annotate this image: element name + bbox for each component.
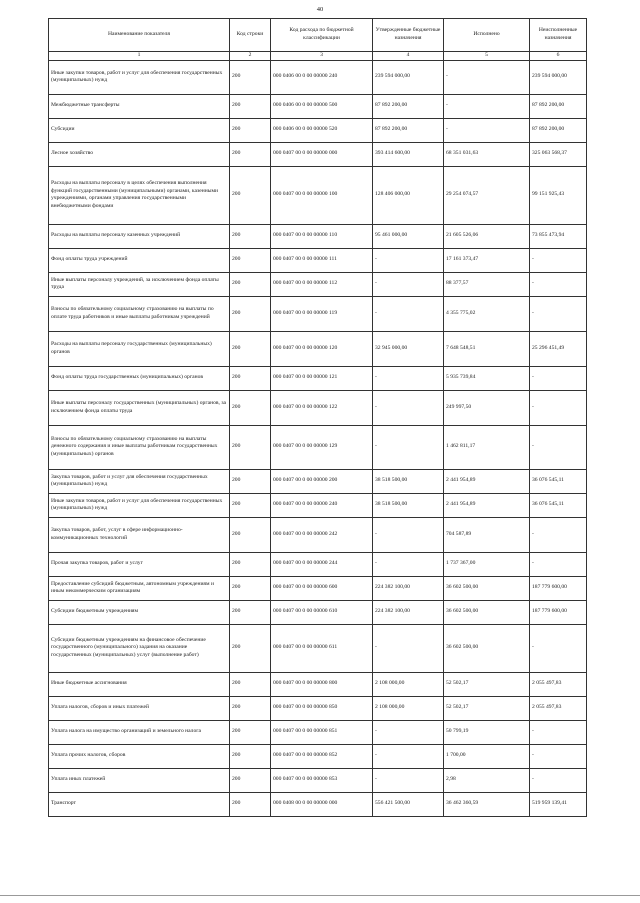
cell-executed: 52 502,17 xyxy=(444,696,530,720)
cell-code: 000 0407 00 0 00 00000 000 xyxy=(271,142,373,166)
cell-line: 200 xyxy=(230,296,271,331)
table-row xyxy=(49,224,587,248)
cell-approved: 95 461 000,00 xyxy=(373,224,444,248)
cell-executed: 249 997,50 xyxy=(444,390,530,425)
cell-executed: 21 605 526,06 xyxy=(444,224,530,248)
cell-code: 000 0407 00 0 00 00000 610 xyxy=(271,600,373,624)
cell-name: Предоставление субсидий бюджетным, автономным учреждениям и иным некоммерческим организациям xyxy=(49,576,230,600)
table-row xyxy=(49,296,587,331)
cell-unexecuted: 25 296 451,49 xyxy=(530,331,587,366)
cell-code: 000 0406 00 0 00 00000 520 xyxy=(271,118,373,142)
cell-line: 200 xyxy=(230,390,271,425)
cell-code: 000 0407 00 0 00 00000 129 xyxy=(271,425,373,469)
column-number-row xyxy=(49,52,587,61)
cell-code: 000 0407 00 0 00 00000 112 xyxy=(271,272,373,296)
cell-line: 200 xyxy=(230,696,271,720)
cell-unexecuted: 187 779 600,00 xyxy=(530,576,587,600)
cell-name: Транспорт xyxy=(49,792,230,816)
table-row xyxy=(49,142,587,166)
cell-name: Субсидии бюджетным учреждениям на финансовое обеспечение государственного (муниципального) задания на оказание государственных (муниципальных) услуг (выполнение работ) xyxy=(49,624,230,672)
table-row xyxy=(49,696,587,720)
cell-name: Уплата прочих налогов, сборов xyxy=(49,744,230,768)
cell-unexecuted: - xyxy=(530,248,587,272)
cell-unexecuted: 36 076 545,11 xyxy=(530,469,587,493)
cell-executed: 2 441 954,89 xyxy=(444,493,530,517)
table-row xyxy=(49,390,587,425)
cell-executed: 704 587,89 xyxy=(444,517,530,552)
table-row xyxy=(49,744,587,768)
cell-line: 200 xyxy=(230,469,271,493)
cell-unexecuted: - xyxy=(530,272,587,296)
cell-code: 000 0406 00 0 00 00000 500 xyxy=(271,94,373,118)
table-row xyxy=(49,493,587,517)
cell-name: Закупка товаров, работ, услуг в сфере информационно-коммуникационных технологий xyxy=(49,517,230,552)
cell-name: Межбюджетные трансферты xyxy=(49,94,230,118)
cell-approved: - xyxy=(373,425,444,469)
cell-line: 200 xyxy=(230,60,271,94)
column-header: Исполнено xyxy=(444,19,530,52)
cell-line: 200 xyxy=(230,224,271,248)
cell-executed: 36 602 500,00 xyxy=(444,576,530,600)
cell-unexecuted: - xyxy=(530,624,587,672)
cell-unexecuted: - xyxy=(530,366,587,390)
cell-line: 200 xyxy=(230,624,271,672)
cell-approved: 239 594 000,00 xyxy=(373,60,444,94)
cell-unexecuted: - xyxy=(530,744,587,768)
cell-executed: - xyxy=(444,118,530,142)
cell-unexecuted: - xyxy=(530,768,587,792)
cell-code: 000 0407 00 0 00 00000 611 xyxy=(271,624,373,672)
cell-code: 000 0407 00 0 00 00000 244 xyxy=(271,552,373,576)
budget-execution-table xyxy=(48,18,587,817)
column-number: 2 xyxy=(230,52,271,61)
cell-approved: 32 945 000,00 xyxy=(373,331,444,366)
cell-approved: 128 406 000,00 xyxy=(373,166,444,224)
cell-approved: - xyxy=(373,517,444,552)
cell-line: 200 xyxy=(230,331,271,366)
cell-executed: 68 351 031,63 xyxy=(444,142,530,166)
table-header-row xyxy=(49,19,587,52)
cell-approved: - xyxy=(373,366,444,390)
cell-executed: 29 254 074,57 xyxy=(444,166,530,224)
column-header: Код строки xyxy=(230,19,271,52)
cell-code: 000 0407 00 0 00 00000 100 xyxy=(271,166,373,224)
cell-executed: 2 441 954,89 xyxy=(444,469,530,493)
cell-line: 200 xyxy=(230,272,271,296)
cell-line: 200 xyxy=(230,792,271,816)
cell-name: Иные закупки товаров, работ и услуг для обеспечения государственных (муниципальных) нужд xyxy=(49,493,230,517)
cell-name: Уплата налога на имущество организаций и земельного налога xyxy=(49,720,230,744)
cell-approved: - xyxy=(373,248,444,272)
cell-unexecuted: 2 055 497,83 xyxy=(530,696,587,720)
cell-approved: - xyxy=(373,624,444,672)
cell-approved: 38 518 500,00 xyxy=(373,493,444,517)
cell-name: Иные закупки товаров, работ и услуг для обеспечения государственных (муниципальных) нужд xyxy=(49,60,230,94)
table-row xyxy=(49,366,587,390)
cell-line: 200 xyxy=(230,425,271,469)
table-row xyxy=(49,469,587,493)
cell-line: 200 xyxy=(230,94,271,118)
cell-code: 000 0407 00 0 00 00000 200 xyxy=(271,469,373,493)
column-number: 6 xyxy=(530,52,587,61)
cell-unexecuted: 87 892 200,00 xyxy=(530,118,587,142)
cell-name: Закупка товаров, работ и услуг для обеспечения государственных (муниципальных) нужд xyxy=(49,469,230,493)
cell-unexecuted: 325 063 568,37 xyxy=(530,142,587,166)
cell-name: Уплата иных платежей xyxy=(49,768,230,792)
column-header: Код расхода по бюджетной классификации xyxy=(271,19,373,52)
cell-executed: 36 462 360,59 xyxy=(444,792,530,816)
cell-approved: 2 108 000,00 xyxy=(373,672,444,696)
cell-executed: 2,98 xyxy=(444,768,530,792)
cell-unexecuted: 519 959 139,41 xyxy=(530,792,587,816)
cell-executed: 88 377,57 xyxy=(444,272,530,296)
cell-name: Взносы по обязательному социальному страхованию на выплаты по оплате труда работников и иные выплаты работникам учреждений xyxy=(49,296,230,331)
cell-unexecuted: 239 594 000,00 xyxy=(530,60,587,94)
cell-code: 000 0407 00 0 00 00000 121 xyxy=(271,366,373,390)
cell-code: 000 0407 00 0 00 00000 600 xyxy=(271,576,373,600)
table-row xyxy=(49,768,587,792)
cell-name: Расходы на выплаты персоналу государственных (муниципальных) органов xyxy=(49,331,230,366)
cell-unexecuted: 87 892 200,00 xyxy=(530,94,587,118)
cell-name: Фонд оплаты труда государственных (муниципальных) органов xyxy=(49,366,230,390)
cell-executed: - xyxy=(444,94,530,118)
cell-line: 200 xyxy=(230,552,271,576)
cell-name: Взносы по обязательному социальному страхованию на выплаты денежного содержания и иные выплаты работникам государственных (муниципальных) органов xyxy=(49,425,230,469)
cell-code: 000 0407 00 0 00 00000 120 xyxy=(271,331,373,366)
cell-executed: 52 502,17 xyxy=(444,672,530,696)
cell-line: 200 xyxy=(230,493,271,517)
cell-code: 000 0408 00 0 00 00000 000 xyxy=(271,792,373,816)
column-header: Утвержденные бюджетные назначения xyxy=(373,19,444,52)
cell-line: 200 xyxy=(230,166,271,224)
column-number: 4 xyxy=(373,52,444,61)
cell-line: 200 xyxy=(230,744,271,768)
table-row xyxy=(49,552,587,576)
cell-approved: 2 108 000,00 xyxy=(373,696,444,720)
cell-name: Лесное хозяйство xyxy=(49,142,230,166)
cell-unexecuted: 73 855 473,94 xyxy=(530,224,587,248)
column-number: 1 xyxy=(49,52,230,61)
cell-code: 000 0407 00 0 00 00000 122 xyxy=(271,390,373,425)
cell-unexecuted: - xyxy=(530,390,587,425)
cell-approved: - xyxy=(373,272,444,296)
table-row xyxy=(49,60,587,94)
cell-name: Субсидии бюджетным учреждениям xyxy=(49,600,230,624)
cell-approved: - xyxy=(373,296,444,331)
column-header: Наименование показателя xyxy=(49,19,230,52)
cell-code: 000 0407 00 0 00 00000 111 xyxy=(271,248,373,272)
cell-code: 000 0406 00 0 00 00000 240 xyxy=(271,60,373,94)
cell-name: Фонд оплаты труда учреждений xyxy=(49,248,230,272)
table-row xyxy=(49,94,587,118)
cell-code: 000 0407 00 0 00 00000 240 xyxy=(271,493,373,517)
table-row xyxy=(49,792,587,816)
cell-code: 000 0407 00 0 00 00000 800 xyxy=(271,672,373,696)
cell-unexecuted: 36 076 545,11 xyxy=(530,493,587,517)
table-row xyxy=(49,166,587,224)
cell-unexecuted: - xyxy=(530,425,587,469)
table-row xyxy=(49,248,587,272)
cell-executed: 36 602 500,00 xyxy=(444,600,530,624)
cell-approved: 224 382 100,00 xyxy=(373,600,444,624)
table-row xyxy=(49,576,587,600)
cell-approved: - xyxy=(373,744,444,768)
page-number: 40 xyxy=(316,6,324,13)
cell-executed: 1 737 367,00 xyxy=(444,552,530,576)
cell-approved: 87 892 200,00 xyxy=(373,118,444,142)
cell-code: 000 0407 00 0 00 00000 853 xyxy=(271,768,373,792)
cell-approved: - xyxy=(373,390,444,425)
cell-line: 200 xyxy=(230,142,271,166)
cell-approved: 556 421 500,00 xyxy=(373,792,444,816)
cell-line: 200 xyxy=(230,118,271,142)
cell-line: 200 xyxy=(230,366,271,390)
cell-line: 200 xyxy=(230,768,271,792)
cell-executed: 1 700,00 xyxy=(444,744,530,768)
column-number: 5 xyxy=(444,52,530,61)
column-number: 3 xyxy=(271,52,373,61)
cell-executed: 36 602 500,00 xyxy=(444,624,530,672)
table-row xyxy=(49,720,587,744)
cell-executed: 1 462 811,17 xyxy=(444,425,530,469)
table-row xyxy=(49,425,587,469)
cell-approved: 393 414 600,00 xyxy=(373,142,444,166)
cell-approved: - xyxy=(373,720,444,744)
cell-unexecuted: - xyxy=(530,296,587,331)
cell-approved: - xyxy=(373,768,444,792)
table-row xyxy=(49,331,587,366)
cell-approved: - xyxy=(373,552,444,576)
cell-code: 000 0407 00 0 00 00000 852 xyxy=(271,744,373,768)
cell-line: 200 xyxy=(230,576,271,600)
table-row xyxy=(49,272,587,296)
table-row xyxy=(49,600,587,624)
cell-executed: 7 648 548,51 xyxy=(444,331,530,366)
cell-code: 000 0407 00 0 00 00000 119 xyxy=(271,296,373,331)
cell-unexecuted: 99 151 925,43 xyxy=(530,166,587,224)
cell-unexecuted: - xyxy=(530,720,587,744)
cell-code: 000 0407 00 0 00 00000 242 xyxy=(271,517,373,552)
cell-name: Субсидии xyxy=(49,118,230,142)
cell-unexecuted: 2 055 497,83 xyxy=(530,672,587,696)
cell-unexecuted: 187 779 600,00 xyxy=(530,600,587,624)
cell-code: 000 0407 00 0 00 00000 851 xyxy=(271,720,373,744)
cell-approved: 38 518 500,00 xyxy=(373,469,444,493)
cell-name: Расходы на выплаты персоналу в целях обеспечения выполнения функций государственными (муниципальными) органами, казенными учреждениями, органами управления государственными внебюджетными фондами xyxy=(49,166,230,224)
cell-name: Иные выплаты персоналу государственных (муниципальных) органов, за исключением фонда оплаты труда xyxy=(49,390,230,425)
column-header: Неисполненные назначения xyxy=(530,19,587,52)
cell-executed: 4 355 775,02 xyxy=(444,296,530,331)
cell-line: 200 xyxy=(230,720,271,744)
cell-unexecuted: - xyxy=(530,552,587,576)
cell-name: Расходы на выплаты персоналу казенных учреждений xyxy=(49,224,230,248)
cell-line: 200 xyxy=(230,517,271,552)
cell-name: Иные выплаты персоналу учреждений, за исключением фонда оплаты труда xyxy=(49,272,230,296)
cell-name: Иные бюджетные ассигнования xyxy=(49,672,230,696)
cell-line: 200 xyxy=(230,248,271,272)
scan-bottom-edge xyxy=(0,895,640,896)
cell-name: Уплата налогов, сборов и иных платежей xyxy=(49,696,230,720)
cell-executed: 50 799,19 xyxy=(444,720,530,744)
cell-executed: 5 935 739,84 xyxy=(444,366,530,390)
cell-code: 000 0407 00 0 00 00000 850 xyxy=(271,696,373,720)
cell-unexecuted: - xyxy=(530,517,587,552)
cell-approved: 87 892 200,00 xyxy=(373,94,444,118)
table-row xyxy=(49,517,587,552)
cell-name: Прочая закупка товаров, работ и услуг xyxy=(49,552,230,576)
table-row xyxy=(49,118,587,142)
cell-line: 200 xyxy=(230,672,271,696)
cell-line: 200 xyxy=(230,600,271,624)
cell-executed: - xyxy=(444,60,530,94)
cell-code: 000 0407 00 0 00 00000 110 xyxy=(271,224,373,248)
table-row xyxy=(49,672,587,696)
cell-executed: 17 161 373,47 xyxy=(444,248,530,272)
table-row xyxy=(49,624,587,672)
cell-approved: 224 382 100,00 xyxy=(373,576,444,600)
